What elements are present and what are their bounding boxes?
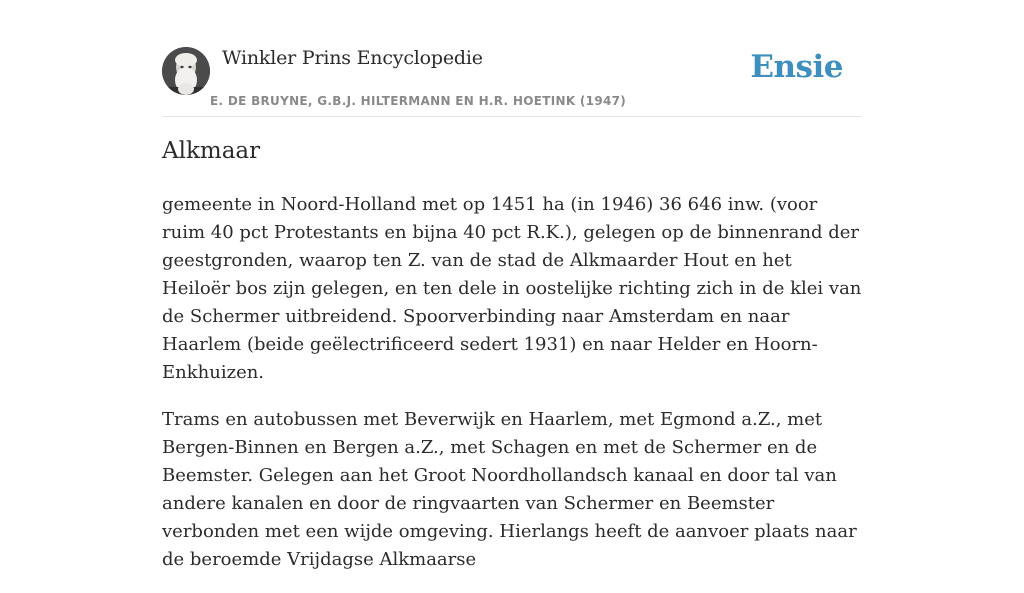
portrait-photo-icon[interactable] xyxy=(162,47,210,95)
ensie-logo-link[interactable]: Ensie xyxy=(750,49,843,85)
article-title: Alkmaar xyxy=(162,138,261,164)
article-body xyxy=(162,191,862,593)
encyclopedia-title[interactable]: Winkler Prins Encyclopedie xyxy=(222,47,483,69)
article-paragraph: gemeente in Noord-Holland met op 1451 ha (in 1946) 36 646 inw. (voor ruim 40 pct Protestants en bijna 40 pct R.K.), gelegen op de binnenrand der geestgronden, waarop ten Z. van de stad de Alkmaarder Hout en het Heiloër bos zijn gelegen, en ten dele in oostelijke richting zich in de klei van de Schermer uitbreidend. Spoorverbinding naar Amsterdam en naar Haarlem (beide geëlectrificeerd sedert 1931) en naar Helder en Hoorn-Enkhuizen. xyxy=(162,194,862,383)
source-header xyxy=(162,44,862,117)
article-paragraph: Trams en autobussen met Beverwijk en Haarlem, met Egmond a.Z., met Bergen-Binnen en Bergen a.Z., met Schagen en met de Schermer en de Beemster. Gelegen aan het Groot Noordhollandsch kanaal en door tal van andere kanalen en door de ringvaarten van Schermer en Beemster verbonden met een wijde omgeving. Hierlangs heeft de aanvoer plaats naar de beroemde Vrijdagse Alkmaarse xyxy=(162,409,857,570)
authors-credit: E. DE BRUYNE, G.B.J. HILTERMANN EN H.R. HOETINK (1947) xyxy=(210,94,627,108)
